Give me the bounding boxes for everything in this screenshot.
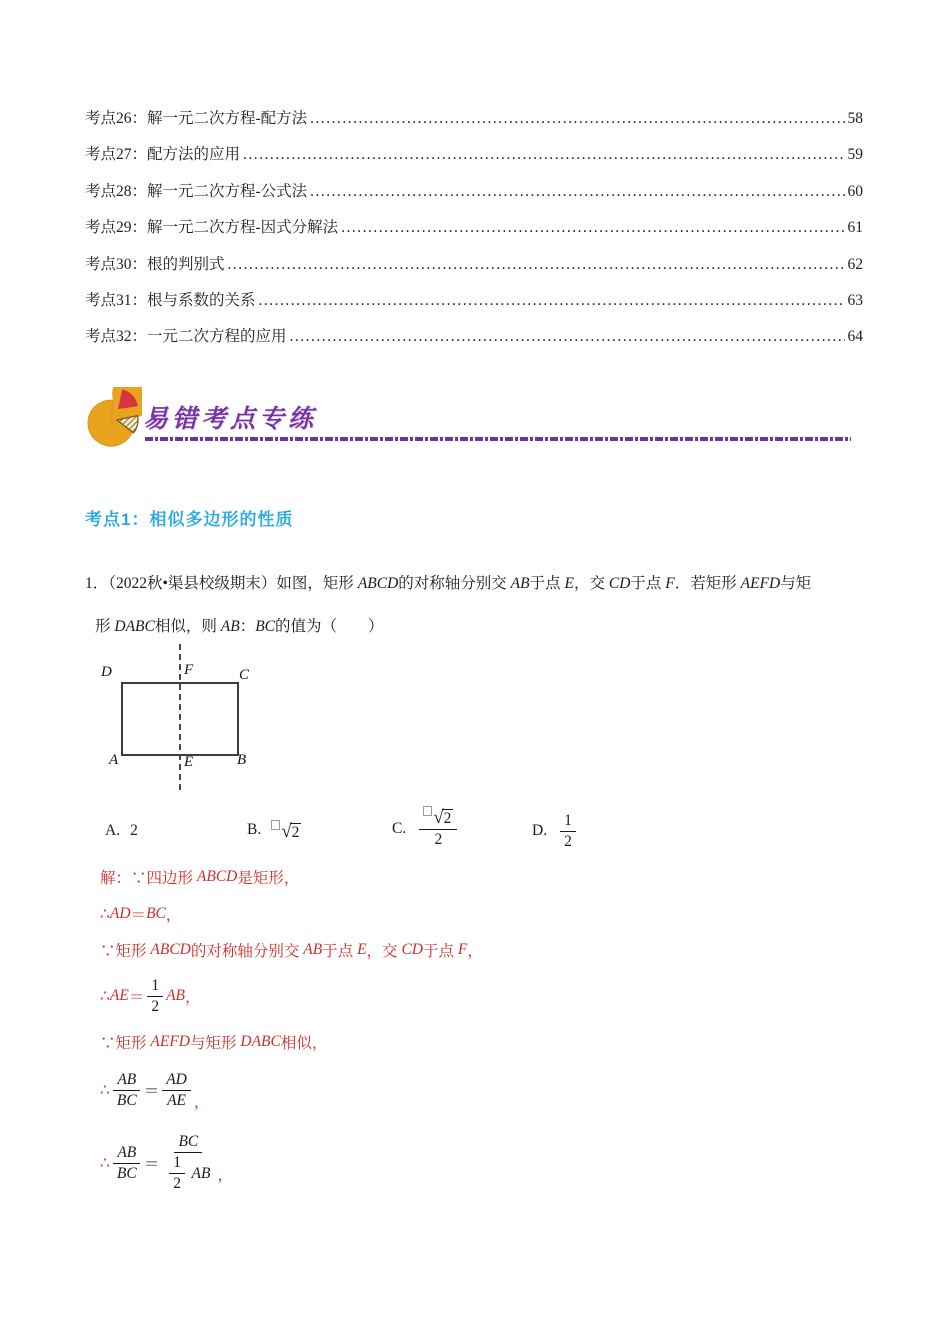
text-segment: ∵矩形 (100, 943, 151, 960)
text-segment: CD (608, 575, 631, 592)
text-segment: 1．（2022秋•渠县校级期末）如图，矩形 (85, 575, 358, 592)
fraction (162, 1133, 214, 1192)
toc-item[interactable] (85, 142, 863, 178)
denominator: BC (116, 1164, 137, 1182)
text-segment: ∴ (100, 987, 110, 1005)
option-a-value (130, 822, 138, 840)
toc-leader-dots (341, 219, 844, 237)
numerator: AB (113, 1071, 140, 1091)
text-segment: ABCD (196, 868, 238, 885)
radicand: 2 (291, 824, 300, 841)
vertex-label-C: C (239, 667, 250, 683)
fraction (113, 1071, 141, 1110)
text-segment: 与矩形 (190, 1035, 241, 1052)
toc-item-label: 考点32：一元二次方程的应用 (85, 328, 287, 346)
toc-leader-dots (259, 292, 845, 310)
sqrt-expression (423, 809, 453, 828)
toc-item[interactable] (85, 288, 863, 324)
text-segment: ABCD (150, 941, 191, 958)
option-d[interactable] (532, 806, 579, 856)
radical-sign: √ (281, 821, 292, 842)
text-segment: ＝ (143, 1156, 160, 1173)
numerator: AD (162, 1071, 191, 1091)
option-c-value (416, 809, 460, 849)
text-segment: ∴ (100, 1154, 110, 1172)
option-b[interactable] (247, 817, 301, 842)
text-segment: ， (217, 1167, 233, 1184)
option-c[interactable] (392, 800, 460, 858)
text-segment: ，交 (573, 575, 609, 592)
radical-sign: √ (433, 807, 444, 829)
toc-page-number: 58 (847, 110, 863, 127)
text-segment: AE (109, 987, 129, 1004)
option-a-label: A. (105, 822, 121, 839)
text-segment: 的对称轴分别交 (398, 575, 511, 592)
text-segment: E (564, 575, 574, 592)
text-segment: ∵矩形 (100, 1035, 151, 1052)
text-segment: BC (178, 1133, 199, 1151)
figure-rectangle (121, 682, 239, 756)
text-segment: ＝ (130, 907, 147, 924)
text-segment: 于点 (322, 943, 358, 960)
option-d-label: D. (532, 822, 548, 839)
text-segment: 与矩 (780, 575, 812, 592)
solution-line-6 (100, 1066, 209, 1114)
missing-glyph-box (423, 806, 432, 816)
problem-line-1 (85, 571, 811, 593)
solution-line-7 (100, 1122, 233, 1204)
toc-item-label: 考点29：解一元二次方程-因式分解法 (85, 219, 339, 237)
fraction (560, 812, 576, 851)
fraction (169, 1154, 185, 1193)
text-segment: ABCD (357, 575, 399, 592)
toc-leader-dots (310, 183, 844, 201)
toc-item[interactable] (85, 179, 863, 215)
denominator: 2 (151, 997, 160, 1015)
radicand: 2 (443, 810, 452, 828)
text-segment: AB (220, 618, 240, 635)
text-segment: ∴ (100, 905, 110, 923)
solution-line-2 (100, 903, 181, 925)
option-a[interactable] (105, 822, 138, 840)
toc-item-label: 考点26：解一元二次方程-配方法 (85, 110, 308, 127)
denominator: 2 (173, 1174, 181, 1192)
text-segment: DABC (114, 618, 155, 635)
solution-line-4 (100, 973, 201, 1019)
toc-page-number: 64 (847, 328, 863, 346)
solution-line-3 (100, 939, 483, 961)
toc-page-number: 63 (847, 291, 863, 309)
numerator: 1 (169, 1154, 185, 1174)
toc-list (85, 106, 863, 361)
fraction (147, 977, 163, 1016)
toc-page-number: 62 (847, 255, 863, 273)
text-segment: BC (146, 905, 166, 922)
numerator: 1 (560, 812, 576, 832)
pie-chart-icon (86, 387, 142, 447)
text-segment: 于点 (630, 575, 666, 592)
denominator: 2 (434, 831, 443, 849)
toc-item[interactable] (85, 324, 863, 360)
text-segment: 相似， (280, 1035, 328, 1052)
option-b-value (271, 817, 301, 842)
toc-leader-dots (310, 110, 844, 128)
numerator: AB (113, 1144, 140, 1164)
toc-item[interactable] (85, 106, 863, 142)
fraction (162, 1071, 191, 1110)
text-segment: 2 (130, 822, 138, 839)
text-segment: ， (165, 907, 182, 924)
toc-leader-dots (243, 146, 844, 164)
text-segment: ： (239, 618, 256, 635)
option-d-value (557, 812, 579, 851)
text-segment: 相似，则 (154, 618, 221, 635)
text-segment: AB (510, 575, 530, 592)
text-segment: F (457, 941, 468, 958)
text-segment: AB (187, 1164, 211, 1182)
option-b-label: B. (247, 820, 262, 838)
vertex-label-D: D (101, 664, 112, 680)
text-segment: ， (193, 1094, 210, 1111)
text-segment: 解：∵四边形 (100, 870, 197, 887)
vertex-label-E: E (184, 754, 194, 770)
denominator: BC (116, 1091, 137, 1109)
denominator: AE (167, 1091, 186, 1109)
toc-item[interactable] (85, 215, 863, 251)
text-segment: 是矩形， (237, 870, 300, 887)
vertex-label-A: A (109, 752, 119, 768)
toc-leader-dots (228, 256, 845, 274)
text-segment: 的对称轴分别交 (190, 943, 304, 960)
fraction (113, 1144, 141, 1183)
toc-page-number: 60 (847, 182, 863, 200)
toc-item-label: 考点28：解一元二次方程-公式法 (85, 182, 308, 200)
toc-item[interactable] (85, 252, 863, 288)
text-segment: E (357, 941, 367, 958)
text-segment: ＝ (143, 1083, 160, 1100)
text-segment: ＝ (128, 989, 145, 1006)
banner-divider (145, 437, 851, 441)
text-segment: 于点 (422, 943, 458, 960)
geometry-figure (100, 644, 262, 796)
banner-title: 易错考点专练 (143, 406, 318, 433)
section-heading: 考点1：相似多边形的性质 (85, 510, 294, 529)
text-segment: ， (185, 989, 201, 1006)
solution-line-1 (100, 866, 299, 888)
option-c-label: C. (392, 820, 407, 837)
text-segment: AB (303, 941, 323, 958)
solution-line-5 (100, 1031, 327, 1053)
vertex-label-B: B (237, 752, 247, 768)
text-segment: DABC (240, 1033, 281, 1050)
vertex-label-F: F (184, 662, 194, 678)
text-segment: AEFD (740, 575, 781, 592)
text-segment: 于点 (529, 575, 565, 592)
text-segment: CD (401, 941, 423, 958)
text-segment: ， (467, 943, 483, 960)
missing-glyph-box (271, 820, 280, 830)
text-segment: 形 (95, 618, 115, 635)
text-segment: 的值为（ ） (275, 618, 384, 635)
sqrt-expression (271, 823, 301, 842)
numerator: 1 (147, 977, 163, 997)
toc-item-label: 考点31：根与系数的关系 (85, 291, 256, 309)
numerator (174, 1133, 202, 1153)
text-segment: F (665, 575, 675, 592)
text-segment: ，交 (366, 943, 402, 960)
denominator: 2 (564, 832, 572, 850)
fraction (419, 809, 457, 849)
toc-item-label: 考点30：根的判别式 (85, 255, 225, 273)
text-segment: ．若矩形 (674, 575, 741, 592)
problem-line-2 (95, 614, 384, 636)
text-segment: ∴ (100, 1081, 110, 1099)
toc-page-number: 59 (847, 146, 863, 164)
toc-item-label: 考点27：配方法的应用 (85, 146, 241, 164)
toc-leader-dots (290, 328, 845, 346)
text-segment: AD (109, 905, 131, 922)
text-segment: AEFD (150, 1033, 190, 1050)
text-segment: BC (255, 618, 276, 635)
toc-page-number: 61 (847, 219, 863, 237)
denominator (162, 1153, 214, 1193)
numerator (419, 809, 457, 830)
text-segment: AB (166, 987, 186, 1004)
